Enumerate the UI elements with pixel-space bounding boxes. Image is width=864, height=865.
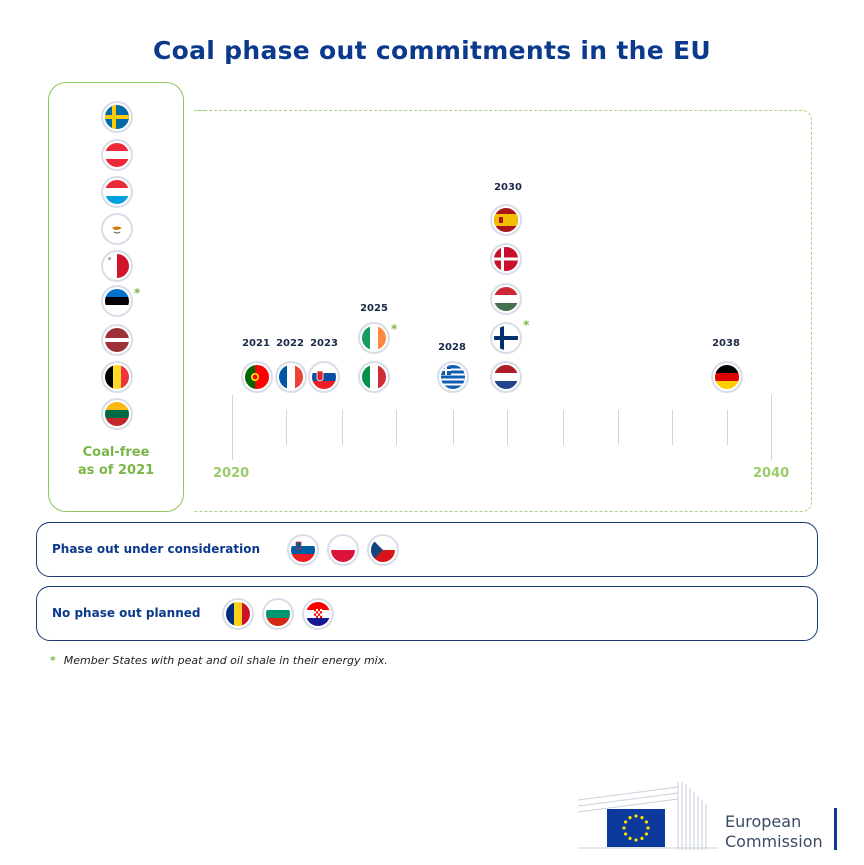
flag-germany-icon — [711, 361, 743, 393]
flag-slovenia-icon — [287, 534, 319, 566]
flag-czechia-graphic — [371, 538, 395, 562]
year-label-2025: 2025 — [360, 303, 388, 314]
flag-portugal-icon — [241, 361, 273, 393]
flag-spain-icon — [490, 204, 522, 236]
flag-italy-icon — [358, 361, 390, 393]
axis-tick — [618, 410, 619, 445]
axis-tick — [453, 410, 454, 445]
flag-france-icon — [275, 361, 307, 393]
eu-star-icon — [624, 832, 627, 835]
year-label-2038: 2038 — [712, 338, 740, 349]
eu-star-icon — [640, 816, 643, 819]
axis-tick-2040 — [771, 395, 772, 460]
coal-free-label-line1: Coal-free — [82, 445, 150, 460]
flag-netherlands-graphic — [494, 365, 518, 389]
flag-belgium-graphic — [105, 365, 129, 389]
flag-croatia-graphic — [306, 602, 330, 626]
flag-poland-icon — [327, 534, 359, 566]
logo-bar — [834, 808, 837, 850]
flag-estonia-graphic — [105, 289, 129, 313]
flag-malta-graphic — [105, 254, 129, 278]
eu-star-icon — [634, 838, 637, 841]
year-label-2030: 2030 — [494, 182, 522, 193]
flag-bulgaria-graphic — [266, 602, 290, 626]
eu-star-icon — [645, 820, 648, 823]
axis-tick — [727, 410, 728, 445]
eu-star-icon — [622, 826, 625, 829]
year-label-2023: 2023 — [310, 338, 338, 349]
flag-denmark-graphic — [494, 247, 518, 271]
flag-hungary-graphic — [494, 287, 518, 311]
eu-star-icon — [646, 826, 649, 829]
no-phase-out-label: No phase out planned — [52, 606, 201, 620]
flag-greece-icon — [437, 361, 469, 393]
flag-denmark-icon — [490, 243, 522, 275]
coal-free-label-line2: as of 2021 — [77, 463, 155, 478]
flag-luxembourg-icon — [101, 176, 133, 208]
flag-greece-graphic — [441, 365, 465, 389]
eu-star-icon — [640, 837, 643, 840]
flag-romania-icon — [222, 598, 254, 630]
flag-estonia-icon — [101, 285, 133, 317]
axis-tick-2020 — [232, 395, 233, 460]
flag-finland-graphic — [494, 326, 518, 350]
footnote-star: * — [50, 654, 56, 667]
flag-belgium-icon — [101, 361, 133, 393]
page-title: Coal phase out commitments in the EU — [152, 36, 711, 65]
axis-end-label: 2040 — [753, 466, 790, 481]
flag-france-graphic — [279, 365, 303, 389]
flag-austria-icon — [101, 139, 133, 171]
flag-finland-icon — [490, 322, 522, 354]
year-label-2022: 2022 — [276, 338, 304, 349]
flag-latvia-icon — [101, 324, 133, 356]
year-label-2028: 2028 — [438, 342, 466, 353]
flag-slovakia-icon — [308, 361, 340, 393]
axis-start-label: 2020 — [213, 466, 250, 481]
flag-poland-graphic — [331, 538, 355, 562]
flag-lithuania-icon — [101, 398, 133, 430]
footnote-text: Member States with peat and oil shale in their energy mix. — [63, 654, 388, 667]
flag-hungary-icon — [490, 283, 522, 315]
flag-malta-icon — [101, 250, 133, 282]
eu-star-icon — [628, 816, 631, 819]
eu-star-icon — [645, 832, 648, 835]
flag-cyprus-graphic — [105, 217, 129, 241]
ec-logo-graphic — [578, 782, 718, 852]
flag-lithuania-graphic — [105, 402, 129, 426]
flag-sweden-graphic — [105, 105, 129, 129]
flag-croatia-icon — [302, 598, 334, 630]
asterisk-ireland: * — [391, 322, 398, 336]
eu-star-icon — [624, 820, 627, 823]
axis-tick — [342, 410, 343, 445]
flag-slovenia-graphic — [291, 538, 315, 562]
flag-ireland-icon — [358, 322, 390, 354]
axis-tick — [563, 410, 564, 445]
eu-star-icon — [628, 837, 631, 840]
flag-netherlands-icon — [490, 361, 522, 393]
asterisk-estonia: * — [134, 286, 141, 300]
flag-italy-graphic — [362, 365, 386, 389]
flag-austria-graphic — [105, 143, 129, 167]
consideration-label: Phase out under consideration — [52, 542, 261, 556]
timeline-box-top-stub — [194, 110, 204, 111]
flag-bulgaria-icon — [262, 598, 294, 630]
coal-free-label — [48, 444, 184, 480]
flag-latvia-graphic — [105, 328, 129, 352]
flag-spain-graphic — [494, 208, 518, 232]
logo-text-line1: European — [725, 812, 802, 831]
flag-sweden-icon — [101, 101, 133, 133]
flag-germany-graphic — [715, 365, 739, 389]
flag-czechia-icon — [367, 534, 399, 566]
axis-tick — [672, 410, 673, 445]
flag-ireland-graphic — [362, 326, 386, 350]
axis-tick — [396, 410, 397, 445]
year-label-2021: 2021 — [242, 338, 270, 349]
logo-text-line2: Commission — [725, 832, 823, 851]
flag-portugal-graphic — [245, 365, 269, 389]
footnote — [50, 654, 388, 667]
asterisk-finland: * — [523, 318, 530, 332]
flag-slovakia-graphic — [312, 365, 336, 389]
axis-tick — [286, 410, 287, 445]
axis-tick — [507, 410, 508, 445]
flag-luxembourg-graphic — [105, 180, 129, 204]
flag-cyprus-icon — [101, 213, 133, 245]
eu-star-icon — [634, 814, 637, 817]
flag-romania-graphic — [226, 602, 250, 626]
